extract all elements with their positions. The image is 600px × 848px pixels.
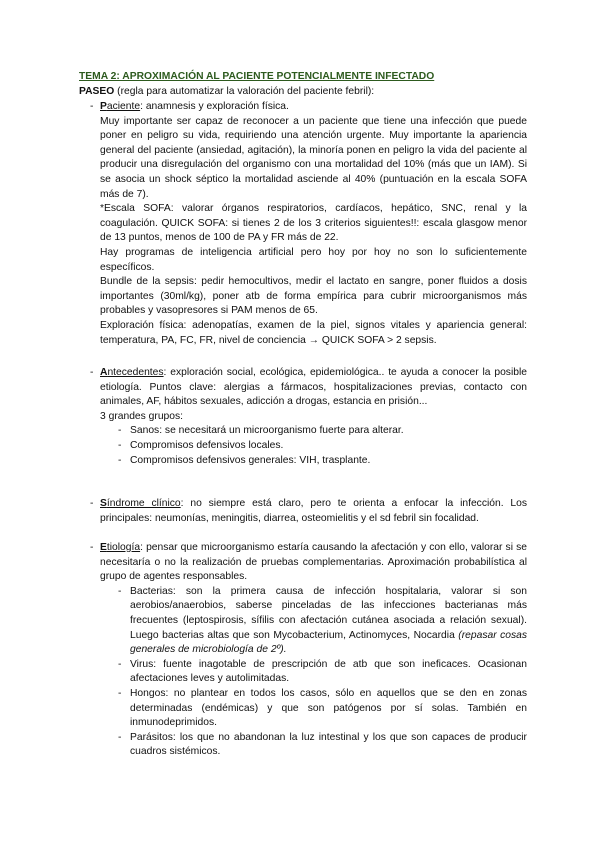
list-item bbox=[114, 731, 527, 760]
bullet-marker: - bbox=[118, 439, 122, 451]
antecedentes-groups-list bbox=[114, 424, 527, 468]
dash-marker: - bbox=[90, 101, 94, 112]
paciente-term bbox=[100, 101, 140, 112]
bullet-marker: - bbox=[118, 454, 122, 466]
bullet-marker: - bbox=[118, 687, 122, 699]
paciente-paragraph-2: *Escala SOFA: valorar órganos respiratorios, cardíacos, hepático, SNC, renal y la coagulación. QUICK SOFA: si tienes 2 de los 3 criterios siguientes!!: escala glasgow menor de 13 puntos, menos de 100 de PA y FR más de 22. bbox=[100, 203, 527, 244]
group-sanos: Sanos: se necesitará un microorganismo fuerte para alterar. bbox=[130, 425, 404, 437]
etiologia-term-rest: tiología bbox=[106, 542, 141, 553]
antecedentes-groups-label: 3 grandes grupos: bbox=[100, 410, 184, 422]
section-etiologia bbox=[90, 541, 527, 760]
sindrome-term-rest: índrome clínico bbox=[106, 498, 181, 509]
paciente-intro bbox=[100, 100, 527, 115]
antecedentes-term-rest: ntecedentes bbox=[107, 367, 164, 378]
paciente-term-initial: P bbox=[100, 101, 107, 112]
etiologia-text bbox=[100, 541, 527, 585]
sindrome-body: : no siempre está claro, pero te orienta a enfocar la infección. Los principales: neumonías, meningitis, diarrea, osteomielitis y el sd febril sin focalidad. bbox=[100, 498, 528, 524]
section-antecedentes bbox=[90, 366, 527, 468]
bullet-marker: - bbox=[118, 658, 122, 670]
etiologia-agents-list bbox=[114, 585, 527, 760]
page-title: TEMA 2: APROXIMACIÓN AL PACIENTE POTENCIALMENTE INFECTADO bbox=[79, 71, 435, 82]
agent-hongos: Hongos: no plantear en todos los casos, sólo en aquellos que se den en zonas determinadas (endémicas) y que son patógenos por sí solas. También en inmunodeprimidos. bbox=[130, 687, 527, 729]
paciente-paragraph-3: Hay programas de inteligencia artificial pero hoy por hoy no son lo suficientemente específicos. bbox=[100, 246, 527, 273]
dash-marker: - bbox=[90, 367, 94, 378]
list-item bbox=[114, 439, 527, 454]
etiologia-body: : pensar que microorganismo estaría causando la afectación y con ello, valorar si se necesitaría o no la realización de pruebas complementarias. Aproximación probabilística al grupo de agentes responsables. bbox=[100, 542, 527, 583]
bullet-marker: - bbox=[118, 425, 122, 437]
paciente-term-rest: aciente bbox=[106, 101, 141, 112]
paseo-desc: (regla para automatizar la valoración del paciente febril): bbox=[114, 86, 375, 97]
etiologia-term-initial: E bbox=[100, 542, 107, 553]
antecedentes-term bbox=[100, 367, 164, 378]
section-sindrome-clinico bbox=[90, 497, 528, 526]
group-locales: Compromisos defensivos locales. bbox=[130, 439, 284, 451]
antecedentes-text bbox=[100, 366, 527, 410]
paciente-paragraph-4: Bundle de la sepsis: pedir hemocultivos, medir el lactato en sangre, poner fluidos a dosis importantes (30ml/kg), poner atb de forma empírica para cubrir microorganismos más probables y vasopresores si PAM menos de 65. bbox=[100, 276, 527, 317]
paciente-intro-text: : anamnesis y exploración física. bbox=[140, 101, 289, 112]
section-paciente bbox=[90, 100, 527, 348]
list-item bbox=[114, 454, 527, 469]
dash-marker: - bbox=[90, 498, 94, 509]
paseo-heading bbox=[79, 85, 519, 100]
list-item bbox=[114, 687, 527, 731]
paciente-paragraph-5: Exploración física: adenopatías, examen de la piel, signos vitales y apariencia general: temperatura, PA, FC, FR, nivel de conciencia → QUICK SOFA > 2 sepsis. bbox=[100, 319, 527, 346]
antecedentes-body: : exploración social, ecológica, epidemiológica.. te ayuda a conocer la posible etiología. Puntos clave: alergias a fármacos, hospitalizaciones previas, contacto con animales, AF, hábitos sexuales, adicción a drogas, estancia en prisión... bbox=[100, 367, 527, 408]
sindrome-term bbox=[100, 498, 181, 509]
dash-marker: - bbox=[90, 542, 94, 553]
bullet-marker: - bbox=[118, 731, 122, 743]
sindrome-text bbox=[100, 497, 527, 526]
list-item bbox=[114, 424, 527, 439]
agent-virus: Virus: fuente inagotable de prescripción de atb que son ineficaces. Ocasionan afectaciones leves y autolimitadas. bbox=[130, 658, 527, 685]
paseo-label: PASEO bbox=[79, 86, 115, 97]
list-item bbox=[114, 585, 527, 658]
group-generales: Compromisos defensivos generales: VIH, trasplante. bbox=[130, 454, 371, 466]
antecedentes-term-initial: A bbox=[100, 367, 108, 378]
agent-parasitos: Parásitos: los que no abandonan la luz intestinal y los que son capaces de producir cuadros sistémicos. bbox=[130, 731, 527, 758]
bacterias-note: (repasar cosas generales de microbiología de 2º). bbox=[130, 629, 527, 656]
etiologia-term bbox=[100, 542, 140, 553]
list-item bbox=[114, 658, 527, 687]
paciente-paragraph-1: Muy importante ser capaz de reconocer a un paciente que tiene una infección que puede poner en peligro su vida, requiriendo una atención urgente. Muy importante la apariencia general del paciente (ansiedad, agitación), la minoría ponen en peligro la vida del paciente al producir una disregulación del organismo con una mortalidad del 10% (más que un IAM). Si se asocia un shock séptico la mortalidad asciende al 40% (puntuación en la escala SOFA más de 7). bbox=[100, 115, 527, 200]
sindrome-term-initial: S bbox=[100, 498, 107, 509]
agent-bacterias: Bacterias: son la primera causa de infección hospitalaria, valorar si son aerobios/anaerobios, saberse pinceladas de las infecciones bacterianas más frecuentes (leptospirosis, sífilis con afectación cutánea asociada a relación sexual). Luego bacterias altas que son Mycobacterium, Actinomyces, Nocardia bbox=[130, 585, 527, 641]
bullet-marker: - bbox=[118, 585, 122, 597]
